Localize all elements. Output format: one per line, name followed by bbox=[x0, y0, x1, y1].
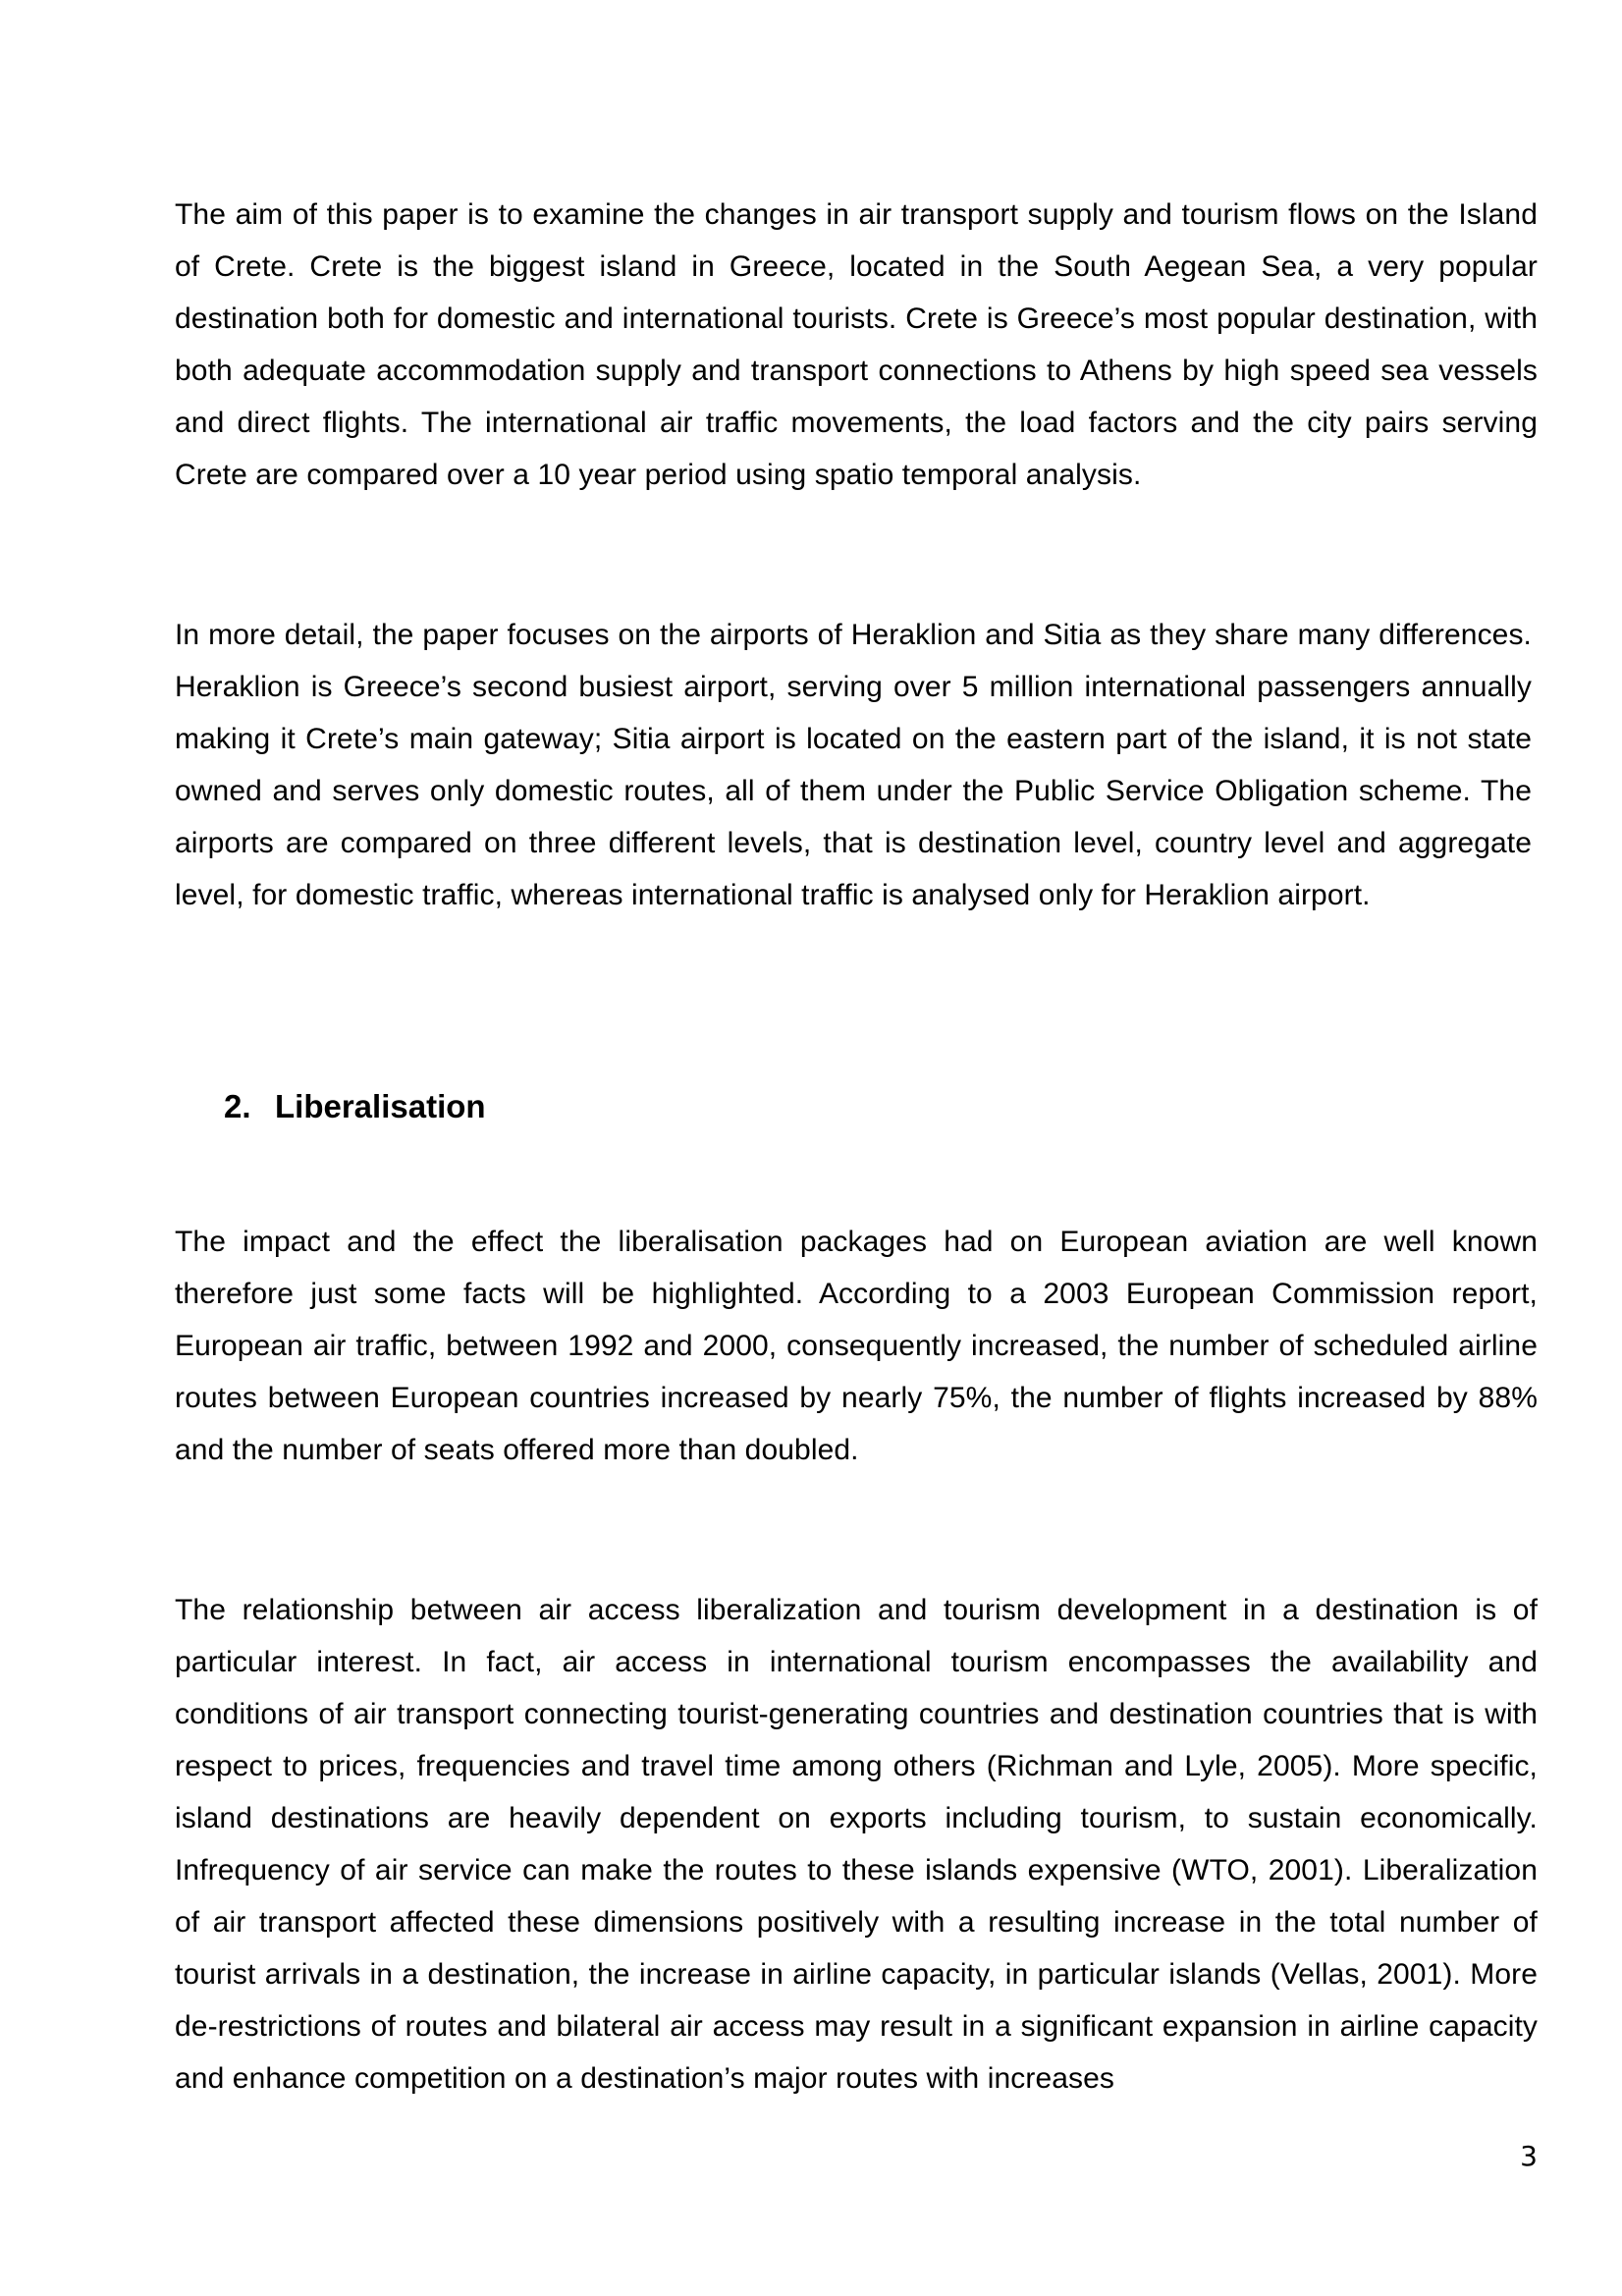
page-number: 3 bbox=[1520, 2140, 1538, 2172]
paragraph-liberalisation-impact: The impact and the effect the liberalisation packages had on European aviation are well known therefore just some facts will be highlighted. According to a 2003 European Commission report, European air traffic, between 1992 and 2000, consequently increased, the number of scheduled airline routes between European countries increased by nearly 75%, the number of flights increased by 88% and the number of seats offered more than doubled. bbox=[175, 1226, 1538, 1466]
paragraph-intro-detail: In more detail, the paper focuses on the airports of Heraklion and Sitia as they share many differences. Heraklion is Greece’s second busiest airport, serving over 5 million international passengers annually making it Crete’s main gateway; Sitia airport is located on the eastern part of the island, it is not state owned and serves only domestic routes, all of them under the Public Service Obligation scheme. The airports are compared on three different levels, that is destination level, country level and aggregate level, for domestic traffic, whereas international traffic is analysed only for Heraklion airport. bbox=[175, 619, 1532, 911]
section-title: Liberalisation bbox=[275, 1088, 486, 1124]
section-number: 2. bbox=[224, 1088, 251, 1124]
paragraph-intro-aim: The aim of this paper is to examine the changes in air transport supply and tourism flows on the Island of Crete. Crete is the biggest island in Greece, located in the South Aegean Sea, a very popular destination both for domestic and international tourists. Crete is Greece’s most popular destination, with both adequate accommodation supply and transport connections to Athens by high speed sea vessels and direct flights. The international air traffic movements, the load factors and the city pairs serving Crete are compared over a 10 year period using spatio temporal analysis. bbox=[175, 198, 1538, 491]
paragraph-liberalisation-tourism: The relationship between air access liberalization and tourism development in a destination is of particular interest. In fact, air access in international tourism encompasses the availability and conditions of air transport connecting tourist-generating countries and destination countries that is with respect to prices, frequencies and travel time among others (Richman and Lyle, 2005). More specific, island destinations are heavily dependent on exports including tourism, to sustain economically. Infrequency of air service can make the routes to these islands expensive (WTO, 2001). Liberalization of air transport affected these dimensions positively with a resulting increase in the total number of tourist arrivals in a destination, the increase in airline capacity, in particular islands (Vellas, 2001). More de-restrictions of routes and bilateral air access may result in a significant expansion in airline capacity and enhance competition on a destination’s major routes with increases bbox=[175, 1594, 1538, 2095]
section-heading bbox=[224, 1084, 486, 1129]
